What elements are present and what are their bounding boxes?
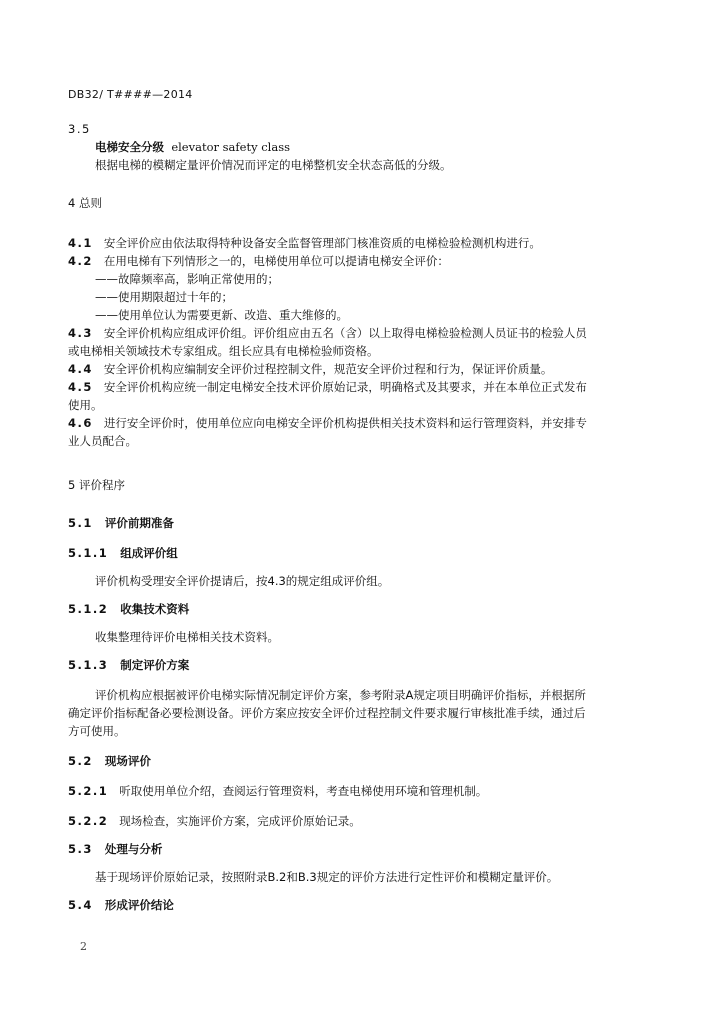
- section-5-1-3-body-line-1: 评价机构应根据被评价电梯实际情况制定评价方案，参考附录A规定项目明确评价指标，并根据所: [95, 688, 586, 702]
- page-number: 2: [80, 940, 87, 953]
- term-zh: 电梯安全分级: [95, 140, 164, 154]
- clause-4-1: 4.1 安全评价应由依法取得特种设备安全监督管理部门核准资质的电梯检验检测机构进行。: [68, 236, 541, 250]
- section-5-1-heading: 5.1 评价前期准备: [68, 516, 174, 530]
- section-5-2-heading: 5.2 现场评价: [68, 754, 151, 768]
- document-code-header: DB32/ T####—2014: [68, 88, 193, 101]
- clause-4-2-item-2: ——使用期限超过十年的；: [95, 290, 233, 304]
- clause-4-3-cont: 或电梯相关领域技术专家组成。组长应具有电梯检验师资格。: [68, 344, 379, 358]
- section-3-5-number: 3.5: [68, 122, 91, 136]
- section-5-1-1-body: 评价机构受理安全评价提请后，按4.3的规定组成评价组。: [95, 574, 390, 588]
- clause-4-6-cont: 业人员配合。: [68, 434, 137, 448]
- section-5-1-1-heading: 5.1.1 组成评价组: [68, 546, 178, 560]
- clause-4-5-cont: 使用。: [68, 398, 103, 412]
- clause-5-2-2: 5.2.2 现场检查，实施评价方案，完成评价原始记录。: [68, 814, 361, 828]
- clause-4-2: 4.2 在用电梯有下列情形之一的，电梯使用单位可以提请电梯安全评价：: [68, 254, 449, 268]
- section-5-1-3-body-line-2: 确定评价指标配备必要检测设备。评价方案应按安全评价过程控制文件要求履行审核批准手续，通过后: [68, 706, 586, 720]
- section-3-5-definition: 根据电梯的模糊定量评价情况而评定的电梯整机安全状态高低的分级。: [95, 158, 452, 172]
- section-3-5-term: [95, 140, 290, 154]
- section-5-heading: 5 评价程序: [68, 478, 125, 492]
- clause-4-2-item-3: ——使用单位认为需要更新、改造、重大维修的。: [95, 308, 348, 322]
- clause-4-2-item-1: ——故障频率高，影响正常使用的；: [95, 272, 279, 286]
- term-en: elevator safety class: [171, 140, 291, 154]
- section-5-1-3-heading: 5.1.3 制定评价方案: [68, 658, 190, 672]
- section-4-heading: 4 总则: [68, 196, 102, 210]
- section-5-3-body: 基于现场评价原始记录，按照附录B.2和B.3规定的评价方法进行定性评价和模糊定量评价。: [95, 870, 559, 884]
- section-5-3-heading: 5.3 处理与分析: [68, 842, 163, 856]
- section-5-1-2-heading: 5.1.2 收集技术资料: [68, 602, 190, 616]
- section-5-4-heading: 5.4 形成评价结论: [68, 898, 174, 912]
- section-5-1-2-body: 收集整理待评价电梯相关技术资料。: [95, 630, 279, 644]
- section-5-1-3-body-line-3: 方可使用。: [68, 724, 126, 738]
- clause-4-4: 4.4 安全评价机构应编制安全评价过程控制文件，规范安全评价过程和行为，保证评价质量。: [68, 362, 553, 376]
- clause-5-2-1: 5.2.1 听取使用单位介绍，查阅运行管理资料，考查电梯使用环境和管理机制。: [68, 784, 488, 798]
- clause-4-3: 4.3 安全评价机构应组成评价组。评价组应由五名（含）以上取得电梯检验检测人员证书的检验人员: [68, 326, 587, 340]
- clause-4-5: 4.5 安全评价机构应统一制定电梯安全技术评价原始记录，明确格式及其要求，并在本单位正式发布: [68, 380, 587, 394]
- clause-4-6: 4.6 进行安全评价时，使用单位应向电梯安全评价机构提供相关技术资料和运行管理资料，并安排专: [68, 416, 587, 430]
